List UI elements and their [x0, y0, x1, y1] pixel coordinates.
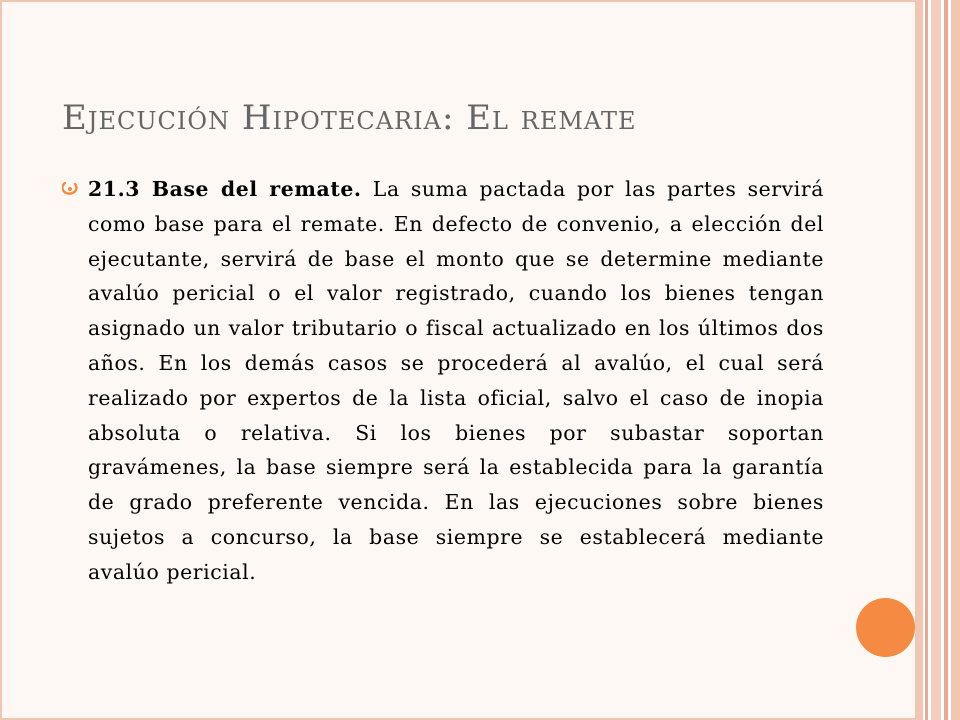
stripe: [931, 0, 941, 720]
bullet-paragraph: [88, 172, 824, 590]
orange-circle-decoration: [856, 598, 915, 657]
decorative-stripes: [917, 0, 960, 720]
stripe: [917, 0, 923, 720]
stripe: [951, 0, 960, 720]
bullet-heading: 21.3 Base del remate.: [88, 177, 362, 201]
bullet-item: [62, 172, 826, 590]
stripe: [944, 0, 948, 720]
stripe: [925, 0, 928, 720]
orange-bullet-icon: [62, 182, 78, 196]
slide-title: Ejecución Hipotecaria: El remate: [62, 98, 637, 138]
bullet-text: La suma pactada por las partes servirá como base para el remate. En defecto de convenio, a elección del ejecutante, servirá de base el monto que se determine mediante avalúo pericial o el valor registrado, cuando los bienes tengan asignado un valor tributario o fiscal actualizado en los últimos dos años. En los demás casos se procederá al avalúo, el cual será realizado por expertos de la lista oficial, salvo el caso de inopia absoluta o relativa. Si los bienes por subastar soportan gravámenes, la base siempre será la establecida para la garantía de grado preferente vencida. En las ejecuciones sobre bienes sujetos a concurso, la base siempre se establecerá mediante avalúo pericial.: [88, 177, 824, 584]
